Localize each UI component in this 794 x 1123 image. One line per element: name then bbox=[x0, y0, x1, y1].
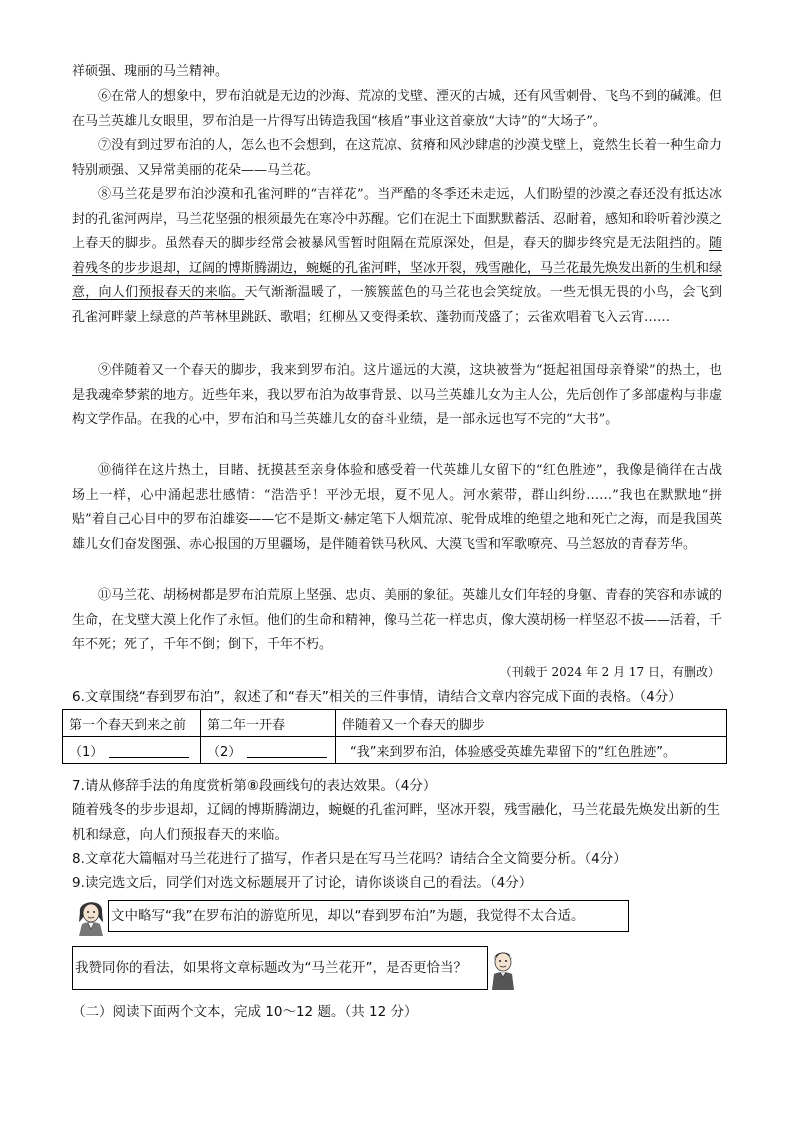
table-row bbox=[63, 737, 727, 764]
table-header-next-spring: 第二年一开春 bbox=[201, 710, 336, 737]
table-header-another-spring: 伴随着又一个春天的脚步 bbox=[336, 710, 727, 737]
question-6: 6.文章围绕“春到罗布泊”，叙述了和“春天”相关的三件事情，请结合文章内容完成下面的表格。（4分） bbox=[72, 689, 682, 705]
student-boy-icon bbox=[486, 946, 520, 990]
student-girl-icon bbox=[74, 896, 108, 936]
section-2-heading: （二）阅读下面两个文本，完成 10～12 题。（共 12 分） bbox=[72, 1004, 418, 1020]
question-7: 7.请从修辞手法的角度赏析第⑧段画线句的表达效果。（4分） bbox=[72, 778, 437, 794]
source-note: （刊载于 2024 年 2 月 17 日，有删改） bbox=[499, 665, 720, 679]
speech-bubble-girl: 文中略写“我”在罗布泊的游览所见，却以“春到罗布泊”为题，我觉得不太合适。 bbox=[108, 900, 629, 932]
paragraph-7: ⑦没有到过罗布泊的人，怎么也不会想到，在这荒凉、贫瘠和风沙肆虐的沙漠戈壁上，竟然生长着一种生命力特别顽强、又异常美丽的花朵——马兰花。 bbox=[72, 138, 723, 178]
paragraph-8-part-b: 天气渐渐温暖了，一簇簇蓝色的马兰花也会笑绽放。一些无惧无畏的小鸟，会飞到孔雀河畔蒙上绿意的芦苇林里跳跃、歌唱；红柳丛又变得柔软、蓬勃而茂盛了；云雀欢唱着飞入云宵…… bbox=[72, 285, 722, 325]
blank-label-2: （2） bbox=[207, 744, 242, 760]
question-7-quote: 随着残冬的步步退却，辽阔的博斯腾湖边，蜿蜒的孔雀河畔，坚冰开裂，残雪融化，马兰花最先焕发出新的生机和绿意，向人们预报春天的来临。 bbox=[72, 802, 720, 843]
speech-bubble-boy: 我赞同你的看法，如果将文章标题改为“马兰花开”，是否更恰当？ bbox=[72, 946, 488, 990]
paragraph-11: ⑪马兰花、胡杨树都是罗布泊荒原上坚强、忠贞、美丽的象征。英雄儿女们年轻的身躯、青春的笑容和赤诚的生命，在戈壁大漠上化作了永恒。他们的生命和精神，像马兰花一样忠贞，像大漠胡杨一样坚忍不拔——活着，千年不死；死了，千年不倒；倒下，千年不朽。 bbox=[72, 588, 723, 652]
question-8: 8.文章花大篇幅对马兰花进行了描写，作者只是在写马兰花吗？请结合全文简要分析。（4分） bbox=[72, 851, 627, 867]
table-cell-blank-1[interactable] bbox=[63, 737, 201, 764]
answer-table bbox=[62, 709, 727, 764]
paragraph-top: 祥硕强、瑰丽的马兰精神。 bbox=[72, 64, 229, 79]
paragraph-8-part-a: ⑧马兰花是罗布泊沙漠和孔雀河畔的“吉祥花”。当严酷的冬季还未走远，人们盼望的沙漠之春还没有抵达冰封的孔雀河两岸，马兰花坚强的根须最先在寒冷中苏醒。它们在泥土下面默默蓄活、忍耐着，感知和聆听着沙漠之上春天的脚步。虽然春天的脚步经常会被暴风雪暂时阻隔在荒原深处，但是，春天的脚步终究是无法阻挡的。 bbox=[72, 187, 723, 251]
table-header-first-spring: 第一个春天到来之前 bbox=[63, 710, 201, 737]
paragraph-10: ⑩徜徉在这片热土，目睹、抚摸甚至亲身体验和感受着一代英雄儿女留下的“红色胜迹”，我像是徜徉在古战场上一样，心中涌起悲壮感情：“浩浩乎！平沙无垠，夏不见人。河水萦带，群山纠纷……”我也在默默地“拼贴”着自己心目中的罗布泊雄姿——它不是斯文·赫定笔下人烟荒凉、驼骨成堆的绝望之地和死亡之海，而是我国英雄儿女们奋发图强、赤心报国的万里疆场，是伴随着铁马秋风、大漠飞雪和军歌嘹亮、马兰怒放的青春芳华。 bbox=[72, 463, 722, 552]
answer-blank-2[interactable] bbox=[247, 743, 327, 758]
paragraph-8 bbox=[72, 183, 722, 330]
question-9: 9.读完选文后，同学们对选文标题展开了讨论，请你谈谈自己的看法。（4分） bbox=[72, 875, 533, 891]
table-cell-blank-2[interactable] bbox=[201, 737, 336, 764]
paragraph-8-underlined-sentence: 随着残冬的步步退却，辽阔的博斯腾湖边，蜿蜒的孔雀河畔，坚冰开裂，残雪融化，马兰花最先焕发出新的生机和绿意，向人们预报春天的来临。 bbox=[72, 236, 723, 300]
paragraph-9: ⑨伴随着又一个春天的脚步，我来到罗布泊。这片遥远的大漠，这块被誉为“挺起祖国母亲脊梁”的热土，也是我魂牵梦萦的地方。近些年来，我以罗布泊为故事背景、以马兰英雄儿女为主人公，先后创作了多部虚构与非虚构文学作品。在我的心中，罗布泊和马兰英雄儿女的奋斗业绩，是一部永远也写不完的“大书”。 bbox=[72, 363, 723, 427]
paragraph-6: ⑥在常人的想象中，罗布泊就是无边的沙海、荒凉的戈壁、湮灭的古城，还有风雪刺骨、飞鸟不到的碱滩。但在马兰英雄儿女眼里，罗布泊是一片得写出铸造我国“核盾”事业这首豪放“大诗”的“大场子”。 bbox=[72, 89, 723, 129]
table-row bbox=[63, 710, 727, 737]
table-cell-answer-3: “我”来到罗布泊，体验感受英雄先辈留下的“红色胜迹”。 bbox=[336, 737, 727, 764]
answer-blank-1[interactable] bbox=[109, 743, 189, 758]
blank-label-1: （1） bbox=[69, 744, 104, 760]
